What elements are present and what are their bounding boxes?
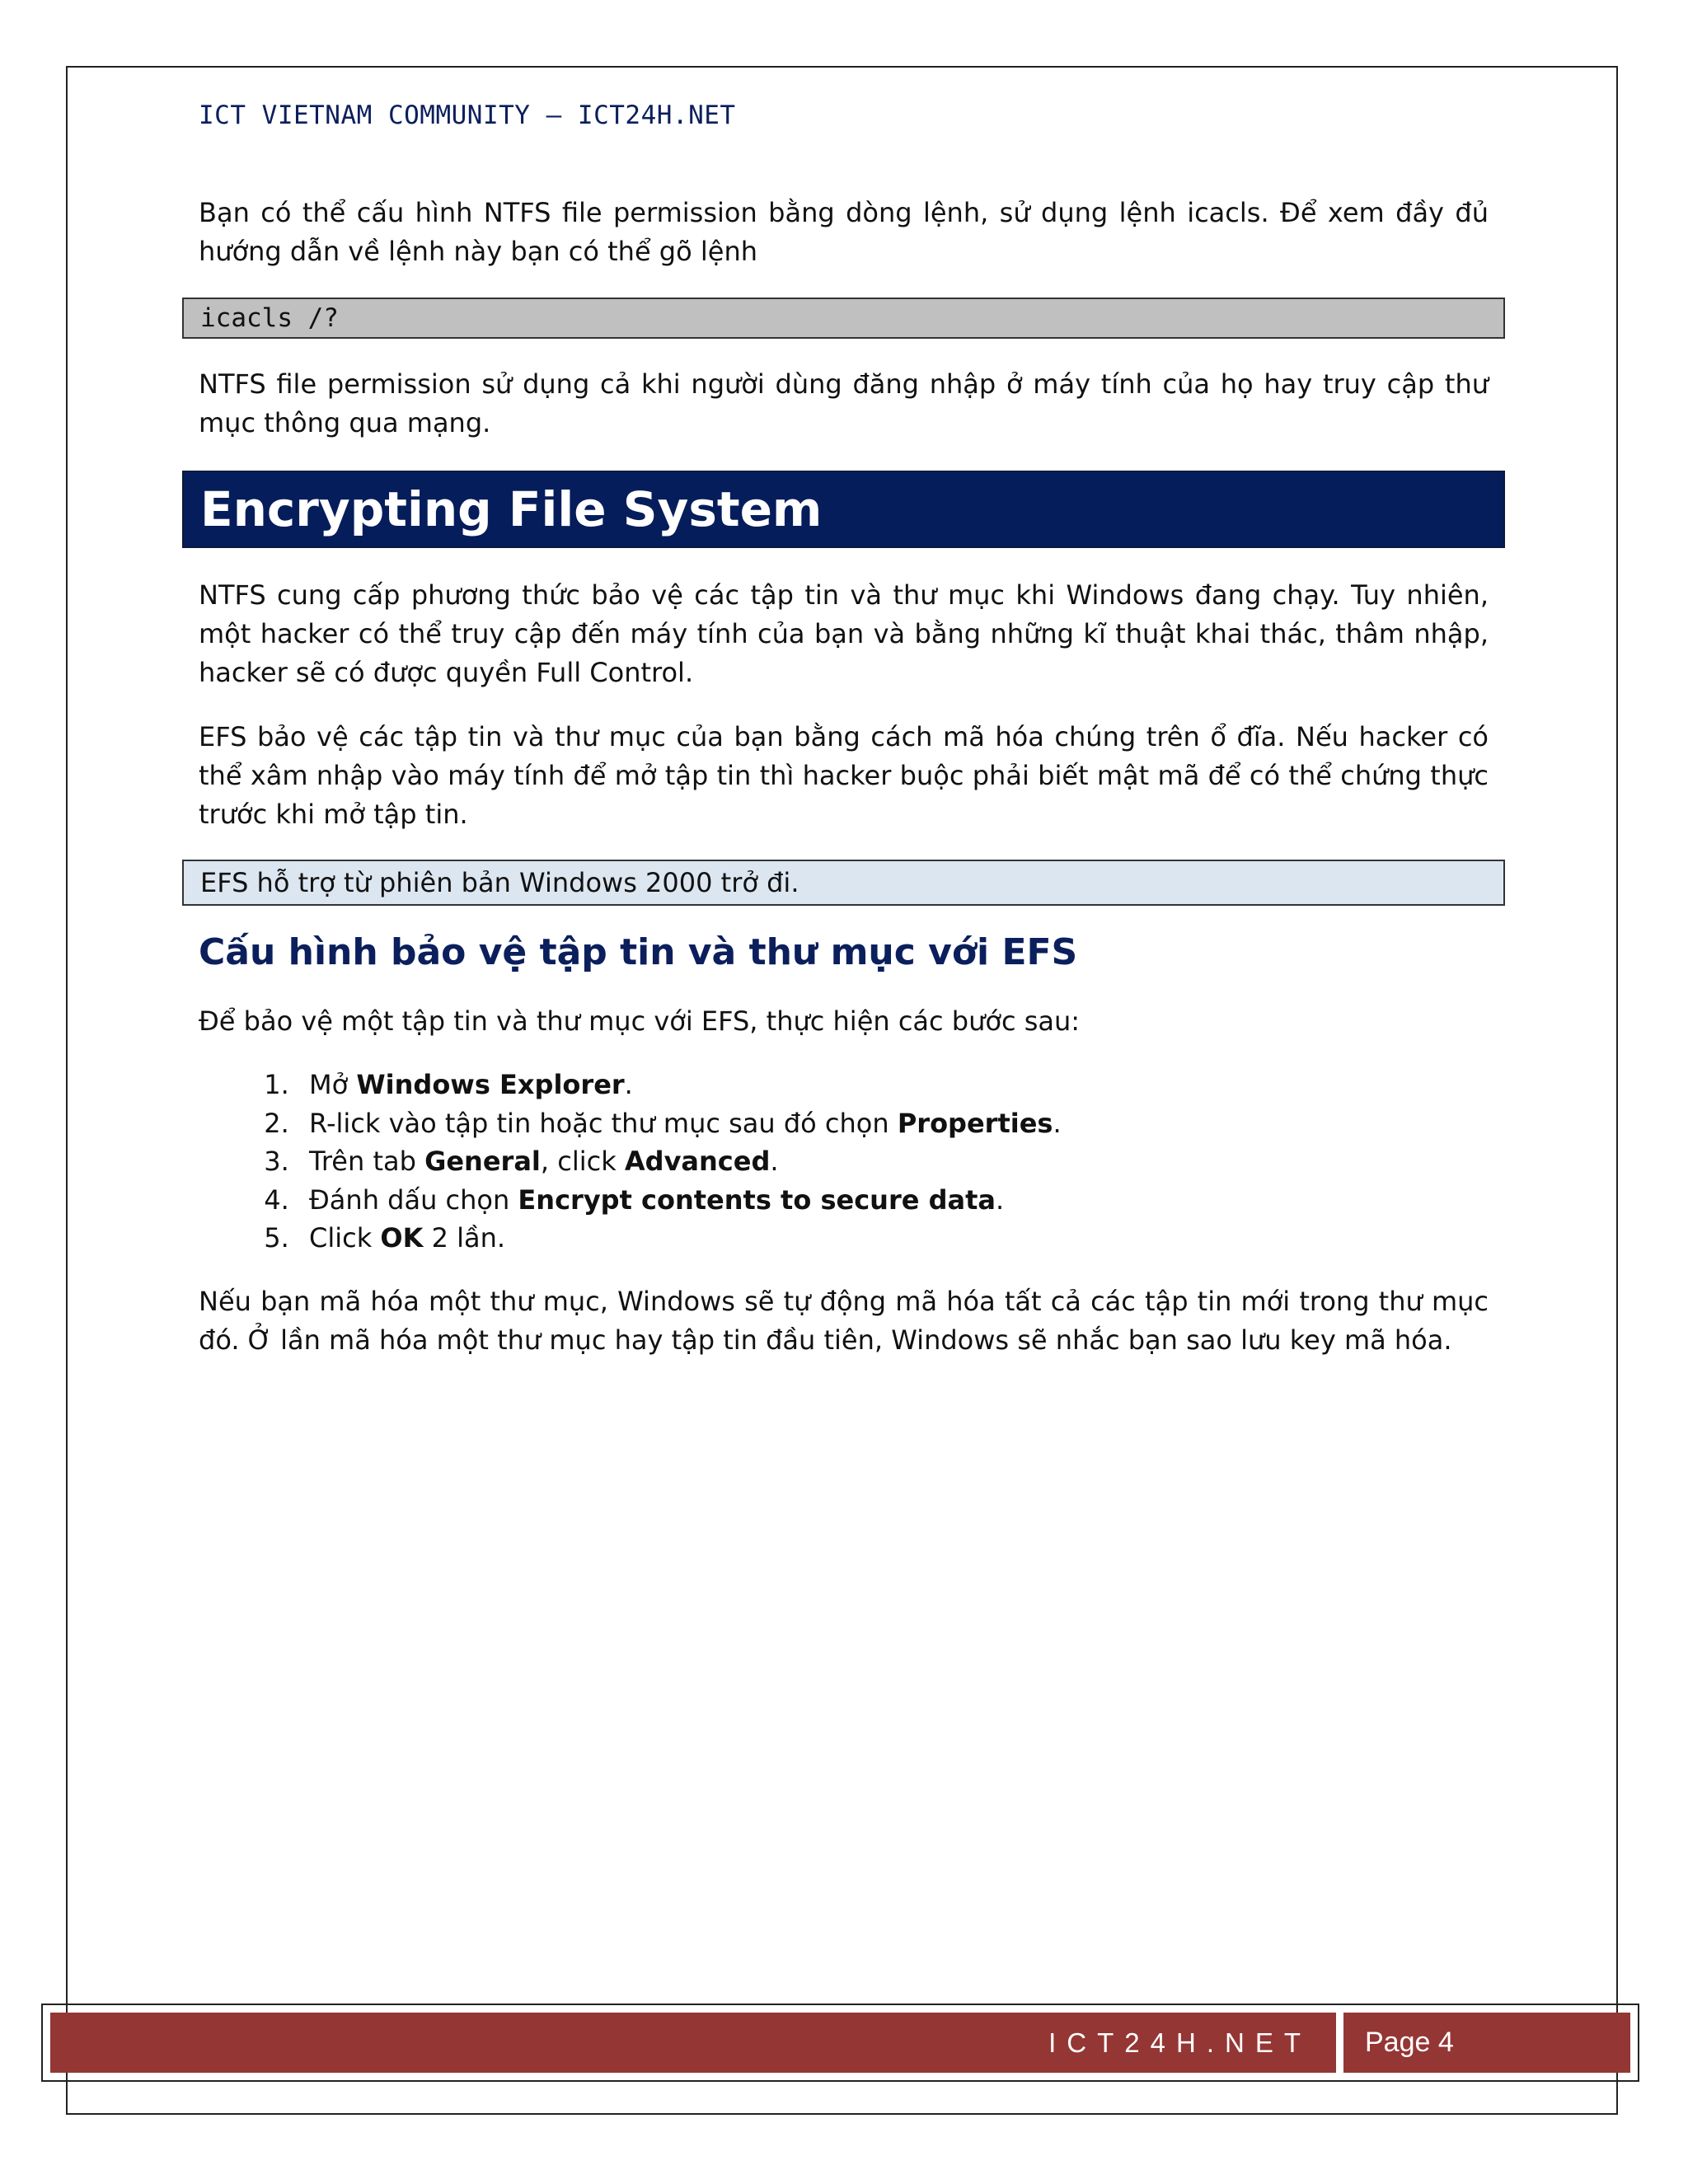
- footer-site-bar: [50, 2013, 1336, 2073]
- command-box: icacls /?: [182, 298, 1505, 339]
- note-box: EFS hỗ trợ từ phiên bản Windows 2000 trở đi.: [182, 860, 1505, 906]
- section-title: Encrypting File System: [182, 471, 1505, 548]
- page-number: Page 4: [1365, 2027, 1454, 2058]
- footer-page-bar: [1343, 2013, 1630, 2073]
- intro-paragraph-2: NTFS file permission sử dụng cả khi người dùng đăng nhập ở máy tính của họ hay truy cập thư mục thông qua mạng.: [199, 368, 1489, 438]
- intro-paragraph: Bạn có thể cấu hình NTFS file permission bằng dòng lệnh, sử dụng lệnh icacls. Để xem đầy đủ hướng dẫn về lệnh này bạn có thể gõ lệnh: [199, 197, 1489, 267]
- list-item: 2. R-lick vào tập tin hoặc thư mục sau đó chọn Properties.: [298, 1104, 1489, 1143]
- section-paragraph-2: EFS bảo vệ các tập tin và thư mục của bạn bằng cách mã hóa chúng trên ổ đĩa. Nếu hacker có thể xâm nhập vào máy tính để mở tập tin thì hacker buộc phải biết mật mã để có thể chứng thực trước khi mở tập tin.: [199, 721, 1489, 830]
- running-header: ICT VIETNAM COMMUNITY – ICT24H.NET: [199, 101, 736, 130]
- subsection-title: Cấu hình bảo vệ tập tin và thư mục với EFS: [199, 931, 1078, 973]
- footer-site-name: ICT24H.NET: [1048, 2027, 1311, 2058]
- list-item: 1. Mở Windows Explorer.: [298, 1066, 1489, 1104]
- steps-list: [199, 1066, 1489, 1258]
- subsection-intro: Để bảo vệ một tập tin và thư mục với EFS, thực hiện các bước sau:: [199, 1005, 1081, 1037]
- list-item: 3. Trên tab General, click Advanced.: [298, 1142, 1489, 1181]
- list-item: 5. Click OK 2 lần.: [298, 1219, 1489, 1258]
- section-paragraph-1: NTFS cung cấp phương thức bảo vệ các tập tin và thư mục khi Windows đang chạy. Tuy nhiên, một hacker có thể truy cập đến máy tính của bạn và bằng những kĩ thuật khai thác, thâm nhập, hacker sẽ có được quyền Full Control.: [199, 579, 1489, 688]
- list-item: 4. Đánh dấu chọn Encrypt contents to secure data.: [298, 1181, 1489, 1220]
- closing-paragraph: Nếu bạn mã hóa một thư mục, Windows sẽ tự động mã hóa tất cả các tập tin mới trong thư mục đó. Ở lần mã hóa một thư mục hay tập tin đầu tiên, Windows sẽ nhắc bạn sao lưu key mã hóa.: [199, 1285, 1489, 1356]
- page-content: [199, 194, 1489, 1360]
